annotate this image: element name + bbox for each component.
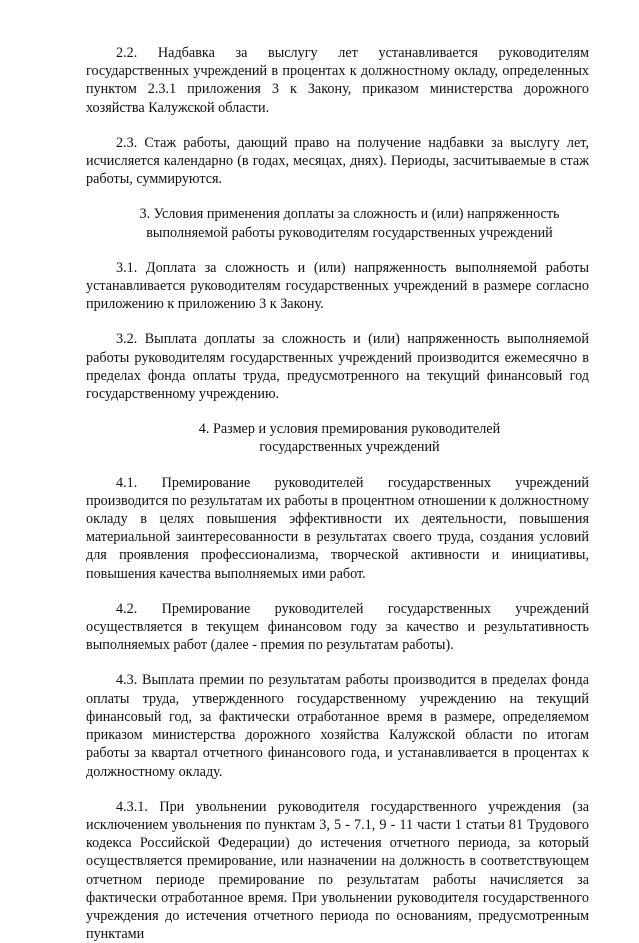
section-3-heading-line-1: 3. Условия применения доплаты за сложность и (или) напряженность bbox=[139, 206, 560, 223]
paragraph-2-2: 2.2. Надбавка за выслугу лет устанавливается руководителям государственных учреждений в процентах к должностному окладу, определенных пунктом 2.3.1 приложения 3 к Закону, приказом министерства дорожного хозяйства Калужской области. bbox=[86, 45, 589, 116]
section-4-heading-line-2: государственных учреждений bbox=[259, 439, 440, 456]
section-3-heading-line-2: выполняемой работы руководителям государственных учреждений bbox=[146, 224, 553, 241]
paragraph-4-1: 4.1. Премирование руководителей государственных учреждений производится по результатам их работы в процентном отношении к должностному окладу в целях повышения эффективности их деятельности, повышения материальной заинтересованности в результатах своего труда, создания условий для проявления профессионализма, творческой активности и инициативы, повышения качества выполняемых ими работ. bbox=[86, 474, 589, 582]
section-4-heading-line-1: 4. Размер и условия премирования руководителей bbox=[198, 421, 501, 438]
paragraph-4-3-1: 4.3.1. При увольнении руководителя государственного учреждения (за исключением увольнения по пунктам 3, 5 - 7.1, 9 - 11 части 1 статьи 81 Трудового кодекса Российской Федерации) до истечения отчетного периода, за который осуществляется премирование, или назначении на должность в соответствующем отчетном периоде премирование по результатам работы начисляется за фактически отработанное время. При увольнении руководителя государственного учреждения до истечения отчетного периода по основаниям, предусмотренным пунктами bbox=[86, 798, 589, 943]
paragraph-2-3: 2.3. Стаж работы, дающий право на получение надбавки за выслугу лет, исчисляется календарно (в годах, месяцах, днях). Периоды, засчитываемые в стаж работы, суммируются. bbox=[86, 134, 589, 188]
document-page bbox=[86, 44, 589, 943]
paragraph-4-2: 4.2. Премирование руководителей государственных учреждений осуществляется в текущем финансовом году за качество и результативность выполняемых работ (далее - премия по результатам работы). bbox=[86, 600, 589, 654]
paragraph-3-2: 3.2. Выплата доплаты за сложность и (или) напряженность выполняемой работы руководителям государственных учреждений производится ежемесячно в пределах фонда оплаты труда, предусмотренного на текущий финансовый год государственному учреждению. bbox=[86, 331, 589, 403]
paragraph-4-3: 4.3. Выплата премии по результатам работы производится в пределах фонда оплаты труда, утвержденного государственному учреждению на текущий финансовый год, за фактически отработанное время в размере, определяемом приказом министерства дорожного хозяйства Калужской области по итогам работы за квартал отчетного финансового года, и устанавливается в процентах к должностному окладу. bbox=[86, 672, 589, 780]
paragraph-3-1: 3.1. Доплата за сложность и (или) напряженность выполняемой работы устанавливается руководителям государственных учреждений в размере согласно приложению к приложению 3 к Закону. bbox=[86, 259, 589, 313]
